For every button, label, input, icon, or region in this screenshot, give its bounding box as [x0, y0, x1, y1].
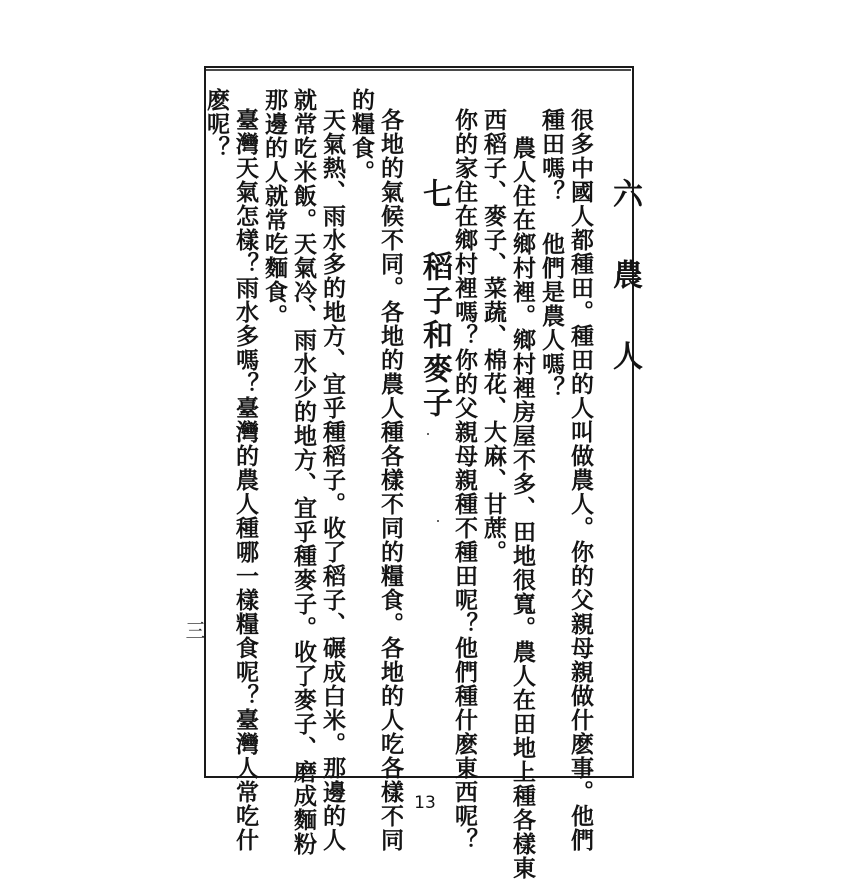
lesson-7-title: 七 稻子和麥子	[417, 178, 452, 421]
lesson-7-column-4: 就常吃米飯。天氣冷、雨水少的地方、宜乎種麥子。收了麥子、磨成麵粉	[290, 88, 317, 856]
lesson-6-column-2: 種田嗎？ 他們是農人嗎？	[538, 108, 565, 400]
top-double-rule	[206, 69, 631, 71]
lesson-7-column-2: 的糧食。	[348, 88, 375, 184]
scan-speck	[437, 520, 439, 522]
lesson-6-column-1: 很多中國人都種田。種田的人叫做農人。你的父親母親做什麽事。他們	[567, 108, 594, 852]
lesson-6-column-5: 你的家住在鄉村裡嗎？你的父親母親種不種田呢？他們種什麽東西呢？	[451, 108, 478, 852]
lesson-7-column-5: 那邊的人就常吃麵食。	[261, 88, 288, 328]
scan-speck	[427, 433, 429, 435]
lesson-6-title: 六 農 人	[607, 178, 642, 378]
page-number: 13	[414, 793, 436, 813]
lesson-6-column-4: 西稻子、麥子、菜蔬、棉花、大麻、甘蔗。	[480, 108, 507, 564]
lesson-7-column-3: 天氣熱、雨水多的地方、宜乎種稻子。收了稻子、碾成白米。那邊的人	[319, 108, 346, 852]
lesson-6-column-3: 農人住在鄉村裡。鄉村裡房屋不多、田地很寬。農人在田地上種各樣東	[509, 136, 536, 880]
lesson-7-column-1: 各地的氣候不同。各地的農人種各樣不同的糧食。各地的人吃各樣不同	[377, 108, 404, 852]
margin-folio-numeral: 三	[182, 620, 206, 640]
lesson-7-column-7: 麽呢？	[203, 88, 230, 160]
lesson-7-column-6: 臺灣天氣怎樣？雨水多嗎？臺灣的農人種哪一樣糧食呢？臺灣人常吃什	[232, 108, 259, 852]
